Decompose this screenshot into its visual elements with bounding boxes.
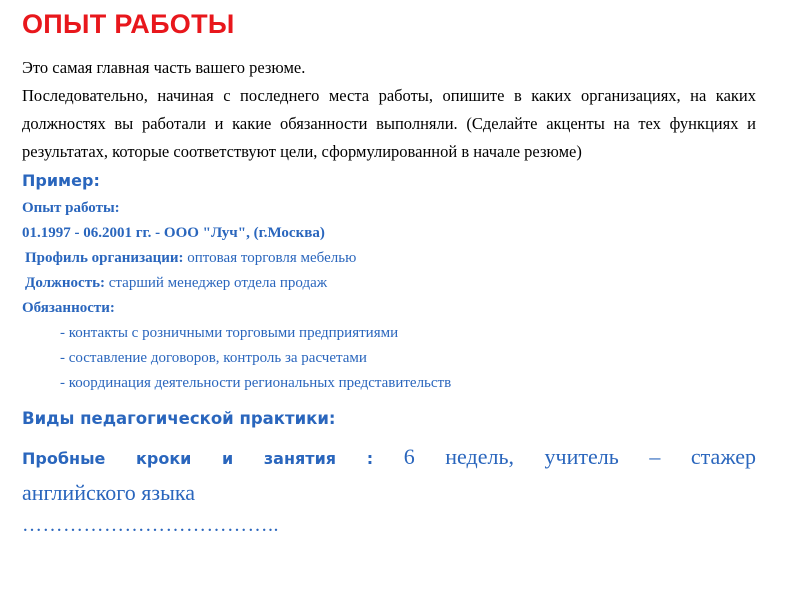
practice-lead: Пробные кроки и занятия :: [22, 449, 374, 468]
duties-label: Обязанности:: [22, 300, 115, 316]
experience-label: Опыт работы:: [22, 200, 120, 216]
practice-detail: 6 недель, учитель – стажер: [403, 444, 756, 469]
practice-heading: Виды педагогической практики:: [22, 409, 336, 428]
position-line: [22, 271, 756, 296]
example-heading: Пример:: [22, 171, 100, 190]
duty-item: - составление договоров, контроль за расчетами: [60, 350, 367, 366]
position-value: старший менеджер отдела продаж: [105, 275, 328, 291]
profile-line: [22, 246, 756, 271]
position-label: Должность:: [25, 275, 106, 291]
intro-paragraph: Последовательно, начиная с последнего места работы, опишите в каких организациях, на каких должностях вы работали и какие обязанности выполняли. (Сделайте акценты на тех функциях и результатах, которые соответствуют цели, сформулированной в начале резюме): [22, 86, 756, 161]
practice-continuation: английского языка: [22, 480, 195, 505]
profile-value: оптовая торговля мебелью: [183, 250, 357, 266]
duty-item: - контакты с розничными торговыми предприятиями: [60, 325, 399, 341]
page-title: ОПЫТ РАБОТЫ: [22, 9, 235, 39]
period-line: 01.1997 - 06.2001 гг. - ООО "Луч", (г.Москва): [22, 225, 325, 241]
profile-label: Профиль организации:: [25, 250, 184, 266]
dots-line: ………………………………..: [22, 514, 279, 536]
slide: [22, 0, 756, 600]
intro-first-line: Это самая главная часть вашего резюме.: [22, 58, 306, 77]
duty-item: - координация деятельности региональных представительств: [60, 375, 452, 391]
practice-line: [22, 438, 756, 476]
